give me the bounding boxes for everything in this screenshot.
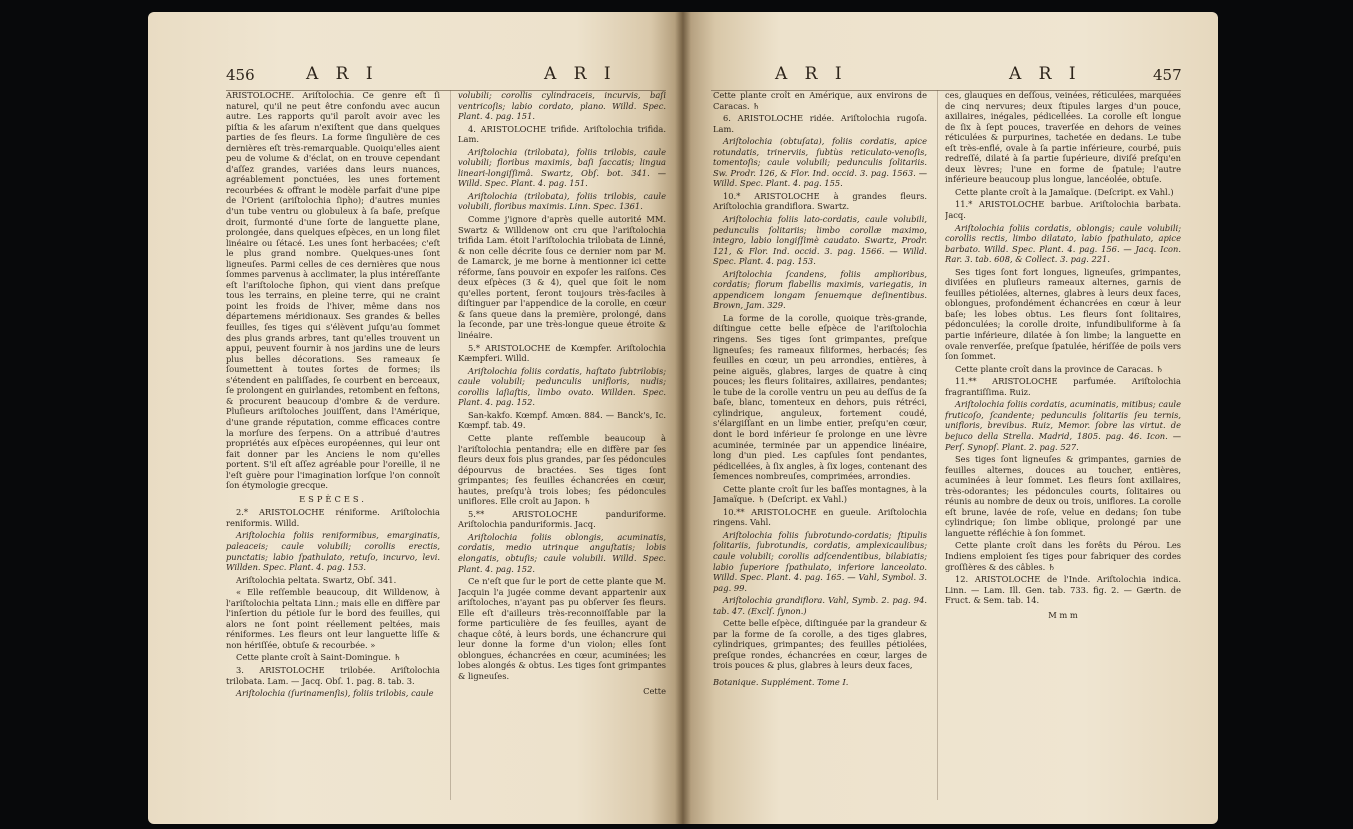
paragraph: 5.** ARISTOLOCHE panduriforme. Ariſtolochia panduriformis. Jacq. <box>458 508 666 530</box>
paragraph: Cette plante croît en Amérique, aux environs de Caracas. ♄ <box>713 90 927 111</box>
paragraph: Ce n'eſt que ſur le port de cette plante que M. Jacquin l'a jugée comme devant appartenir aux ariſtoloches, n'ayant pas pu obſerver ſes fleurs. Elle eſt d'ailleurs très-reconnoiſſable par la forme particulière de ſes feuilles, ayant de chaque côté, à leurs bords, une échancrure qui leur donne la forme d'un violon; elles ſont oblongues, échancrées en cœur, acuminées; les lobes alongés & obtus. Les tiges ſont grimpantes & ligneuſes. <box>458 576 666 681</box>
right-column-2 <box>945 90 1181 810</box>
paragraph: Cette plante reſſemble beaucoup à l'ariſtolochia pentandra; elle en diffère par ſes fleurs deux fois plus grandes, par ſes pédoncules dépourvus de bractées. Ses tiges ſont grimpantes; ſes feuilles échancrées en cœur, hautes, preſqu'à trois lobes; ſes pédoncules uniflores. Elle croît au Japon. ♄ <box>458 432 666 507</box>
paragraph: 11.** ARISTOLOCHE parfumée. Ariſtolochia fragrantiſſima. Ruiz. <box>945 376 1181 397</box>
running-head-left <box>148 64 683 88</box>
column-divider <box>937 90 938 800</box>
paragraph: Ariſtolochia (trilobata), foliis trilobis, caule volubili, floribus maximis. Linn. Spec. 1361. <box>458 190 666 212</box>
paragraph: Ariſtolochia foliis ſubrotundo-cordatis; ſtipulis ſolitariis, ſubrotundis, cordatis, amplexicaulibus; caule volubili; corollis adſcendentibus, bilabiatis; labio ſuperiore ſpathulato, inferiore lanceolato. Willd. Spec. Plant. 4. pag. 165. — Vahl, Symbol. 3. pag. 99. <box>713 529 927 593</box>
column-head: A R I <box>775 64 848 84</box>
paragraph: Cette plante croît dans la province de Caracas. ♄ <box>955 363 1164 374</box>
page-number: 457 <box>1153 66 1182 84</box>
left-column-1 <box>226 90 440 810</box>
paragraph: Ariſtolochia (ſurinamenſis), foliis trilobis, caule <box>236 688 434 699</box>
paragraph: Cette plante croît à Saint-Domingue. ♄ <box>236 652 401 663</box>
paragraph: « Elle reſſemble beaucoup, dit Willdenow, à l'ariſtolochia peltata Linn.; mais elle en diffère par l'inſertion du pétiole ſur le bord des feuilles, qui alors ne ſont point réellement peltées, mais réniformes. Les fleurs ont leur languette liſſe & non hériſſée, obtuſe & recourbée. » <box>226 587 440 650</box>
column-head: A R I <box>1009 64 1082 84</box>
paragraph: 4. ARISTOLOCHE trifide. Ariſtolochia trifida. Lam. <box>458 123 666 145</box>
paragraph: Ariſtolochia (trilobata), foliis trilobis, caule volubili; floribus maximis, baſi ſaccatis; lingua lineari-longiſſimâ. Swartz, Obſ. bot. 341. — Willd. Spec. Plant. 4. pag. 151. <box>458 146 666 189</box>
paragraph: Ses tiges ſont ligneuſes & grimpantes, garnies de feuilles alternes, douces au toucher, entières, acuminées à leur ſommet. Les fleurs ſont axillaires, très-odorantes; les pédoncules courts, ſolitaires ou réunis au nombre de deux ou trois, uniflores. La corolle eſt brune, lavée de roſe, velue en dedans; ſon tube cylindrique; ſon limbe oblique, prolongé par une languette réfléchie à ſon ſommet. <box>945 454 1181 538</box>
paragraph: Ariſtolochia foliis cordatis, acuminatis, mitibus; caule fruticoſo, ſcandente; pedunculis ſolitariis ſeu ternis, unifloris, brevibus. Ruiz, Memor. ſobre las virtut. de bejuco della Strella. Madrid, 1805. pag. 46. Icon. — Perſ. Synopſ. Plant. 2. pag. 527. <box>945 399 1181 452</box>
paragraph: 3. ARISTOLOCHE trilobée. Ariſtolochia trilobata. Lam. — Jacq. Obſ. 1. pag. 8. tab. 3. <box>226 664 440 686</box>
running-head-right <box>683 64 1218 88</box>
right-page <box>683 12 1218 824</box>
paragraph: 6. ARISTOLOCHE ridée. Ariſtolochia rugoſa. Lam. <box>713 113 927 134</box>
paragraph: Ariſtolochia grandiflora. Vahl, Symb. 2. pag. 94. tab. 47. (Exclſ. ſynon.) <box>713 595 927 616</box>
paragraph: 11.* ARISTOLOCHE barbue. Ariſtolochia barbata. Jacq. <box>945 199 1181 221</box>
paragraph: 10.** ARISTOLOCHE en gueule. Ariſtolochia ringens. Vahl. <box>713 506 927 528</box>
footer: Botanique. Supplément. Tome I. <box>713 676 849 687</box>
left-column-2 <box>458 90 666 810</box>
column-head: A R I <box>306 64 379 84</box>
paragraph: Ses tiges ſont fort longues, ligneuſes, grimpantes, diviſées en pluſieurs rameaux alternes, garnis de feuilles pétiolées, alternes, glabres à leurs deux faces, oblongues, profondément échancrées en cœur à leur baſe; les lobes obtus. Les fleurs ſont ſolitaires, pédonculées; la corolle droite, infundibuliforme à ſa partie inférieure, dilatée à ſon limbe; la languette en ovale renverſée, preſque ſpatulée, hériſſée de poils vers ſon ſommet. <box>945 266 1181 362</box>
paragraph: Ariſtolochia foliis cordatis, oblongis; caule volubili; corollis rectis, limbo dilatato, labio ſpathulato, apice barbato. Willd. Spec. Plant. 4. pag. 156. — Jacq. Icon. Rar. 3. tab. 608, & Collect. 3. pag. 221. <box>945 222 1181 265</box>
paragraph: Ariſtolochia peltata. Swartz, Obſ. 341. <box>236 574 397 585</box>
paragraph: Cette plante croît dans les forêts du Pérou. Les Indiens emploient ſes tiges pour fabriquer des cordes groſſières & des câbles. ♄ <box>945 540 1181 572</box>
column-head: A R I <box>544 64 617 84</box>
column-divider <box>450 90 451 800</box>
paragraph: Ariſtolochia foliis reniformibus, emarginatis, paleaceis; caule volubili; corollis erectis, punctatis; labio ſpathulato, retuſo, incurvo, levi. Willden. Spec. Plant. 4. pag. 153. <box>226 530 440 573</box>
paragraph: Cette belle eſpèce, diſtinguée par la grandeur & par la forme de ſa corolle, a des tiges glabres, cylindriques, grimpantes; des feuilles pétiolées, preſque rondes, échancrées en cœur, larges de trois pouces & plus, glabres à leurs deux faces, <box>713 618 927 671</box>
paragraph: 5.* ARISTOLOCHE de Kœmpfer. Ariſtolochia Kæmpferi. Willd. <box>458 342 666 364</box>
catchword: Cette <box>643 685 666 696</box>
paragraph: 12. ARISTOLOCHE de l'Inde. Ariſtolochia indica. Linn. — Lam. Ill. Gen. tab. 733. fig. 2. — Gærtn. de Fruct. & Sem. tab. 14. <box>945 574 1181 606</box>
paragraph: volubili; corollis cylindraceis, incurvis, baſi ventricoſis; labio cordato, plano. Willd. Spec. Plant. 4. pag. 151. <box>458 90 666 122</box>
paragraph: Ariſtolochia foliis cordatis, haſtato ſubtrilobis; caule volubili; pedunculis unifloris, nudis; corollis laſiaſtis, limbo ovato. Willden. Spec. Plant. 4. pag. 152. <box>458 365 666 408</box>
section-heading: ESPÈCES. <box>299 493 367 504</box>
paragraph: Ariſtolochia foliis oblongis, acuminatis, cordatis, medio utrinque anguſtatis; lobis elongatis, obtuſis; caule volubili. Willd. Spec. Plant. 4. pag. 152. <box>458 531 666 574</box>
paragraph: Ariſtolochia ſcandens, foliis amplioribus, cordatis; florum flabellis maximis, variegatis, in appendicem longam ſenuemque deſinentibus. Brown, Jam. 329. <box>713 268 927 311</box>
paragraph: Ariſtolochia (obtuſata), foliis cordatis, apice rotundatis, trinerviis, ſubtùs reticulato-venoſis, tomentoſis; caule volubili; pedunculis ſolitariis. Sw. Prodr. 126, & Flor. Ind. occid. 3. pag. 1563. — Willd. Spec. Plant. 4. pag. 155. <box>713 136 927 189</box>
paragraph: Comme j'ignore d'après quelle autorité MM. Swartz & Willdenow ont cru que l'ariſtolochia trifida Lam. étoit l'ariſtolochia trilobata de Linné, & non celle décrite ſous ce dernier nom par M. de Lamarck, je me borne à mentionner ici cette réforme, ſans pouvoir en expoſer les raiſons. Ces deux eſpèces (3 & 4), quel que ſoit le nom qu'elles portent, ſeront toujours très-faciles à diſtinguer par l'appendice de la corolle, en cœur & ſans queue dans la première, prolongé, dans la ſeconde, par une très-longue queue étroite & linéaire. <box>458 214 666 341</box>
paragraph: Cette plante croît ſur les baſſes montagnes, à la Jamaïque. ♄ (Deſcript. ex Vahl.) <box>713 483 927 505</box>
page-number: 456 <box>226 66 255 84</box>
paragraph: ces, glauques en deſſous, veinées, réticulées, marquées de cinq nervures; deux ſtipules larges d'un pouce, axillaires, inégales, pédicellées. La corolle eſt longue de ſix à ſept pouces, traverſée en dehors de veines réticulées & purpurines, tachetée en dedans. Le tube eſt très-enflé, ovale à ſa partie inférieure, courbé, puis redreſſé, dilaté à ſa partie ſupérieure, diviſé preſqu'en deux lèvres; l'une en forme de ſpatule; l'autre inférieure beaucoup plus longue, lancéolée, obtuſe. <box>945 90 1181 185</box>
right-column-1 <box>713 90 927 810</box>
paragraph: San-kakfo. Kœmpf. Amœn. 884. — Banck's, Ic. Kœmpf. tab. 49. <box>458 409 666 431</box>
paragraph: 2.* ARISTOLOCHE réniforme. Ariſtolochia reniformis. Willd. <box>226 507 440 528</box>
paragraph: Cette plante croît à la Jamaïque. (Deſcript. ex Vahl.) <box>955 186 1174 197</box>
paragraph: Ariſtolochia foliis lato-cordatis, caule volubili, pedunculis ſolitariis; limbo corollæ maximo, integro, labio longiſſimè caudato. Swartz, Prodr. 121, & Flor. Ind. occid. 3. pag. 1566. — Willd. Spec. Plant. 4. pag. 153. <box>713 214 927 267</box>
paragraph: 10.* ARISTOLOCHE à grandes fleurs. Ariſtolochia grandiflora. Swartz. <box>713 190 927 212</box>
left-page <box>148 12 683 824</box>
paragraph: ARISTOLOCHE. Ariſtolochia. Ce genre eſt ſi naturel, qu'il ne peut être confondu avec aucun autre. Les rapports qu'il paroît avoir avec les piſtia & les aſarum n'exiſtent que dans quelques parties de ſes fleurs. La forme ſingulière de ces dernières eſt très-remarquable. Quoiqu'elles aient peu de volume & d'éclat, on en trouve cependant d'aſſez grandes, variées dans leurs nuances, agréablement ponctuées, les unes fortement recourbées & offrant le modèle parfait d'une pipe de l'Orient (ariſtolochia ſipho); d'autres munies d'un tube ventru ou globuleux à ſa baſe, preſque droit, ſurmonté d'une ſorte de languette plane, prolongée, dans quelques eſpèces, en un long filet linéaire ou ſétacé. Les unes ſont herbacées; c'eſt le plus grand nombre. Quelques-unes ſont ligneuſes. Parmi celles de ces dernières que nous ſommes parvenus à acclimater, la plus intéreſſante eſt l'ariſtoloche ſiphon, qui vient dans preſque tous les terrains, en pleine terre, qui ne craint point les froids de l'hiver, même dans nos départemens méridionaux. Ses grandes & belles feuilles, ſes tiges qui s'élèvent juſqu'au ſommet des plus grands arbres, tant qu'elles trouvent un appui, peuvent fournir à nos jardins une de leurs plus belles décorations. Ses rameaux ſe ſoumettent à toutes ſortes de formes; ils s'étendent en paliſſades, ſe courbent en berceaux, ſe prolongent en guirlandes, retombent en feſtons, & procurent beaucoup d'ombre & de verdure. Pluſieurs ariſtoloches jouiſſent, dans l'Amérique, d'une grande réputation, comme efficaces contre la morſure des ſerpens. On a attribué d'autres propriétés aux eſpèces européennes, qui leur ont fait donner par les Anciens le nom qu'elles portent. S'il eſt aſſez agréable pour l'oreille, il ne l'eſt guère pour l'imagination lorſque l'on connoît ſon étymologie grecque. <box>226 90 440 491</box>
signature-mark: M m m <box>1048 609 1078 620</box>
paragraph: La forme de la corolle, quoique très-grande, diſtingue cette belle eſpèce de l'ariſtolochia ringens. Ses tiges ſont grimpantes, preſque ligneuſes; ſes rameaux filiformes, herbacés; ſes feuilles en cœur, un peu arrondies, entières, à peine aiguës, glabres, larges de quatre à cinq pouces; les fleurs ſolitaires, axillaires, pendantes; le tube de la corolle ventru un peu au deſſus de ſa baſe, blanc, tomenteux en dehors, puis rétréci, cylindrique, anguleux, fortement coudé, s'élargiſſant en un limbe entier, preſqu'en cœur, dont le bord inférieur ſe prolonge en une lèvre acuminée, terminée par un appendice linéaire, long d'un pied. Les capſules ſont pendantes, pédicellées, à ſix angles, à ſix loges, contenant des ſemences nombreuſes, comprimées, arrondies. <box>713 312 927 482</box>
book-spread <box>148 12 1218 824</box>
